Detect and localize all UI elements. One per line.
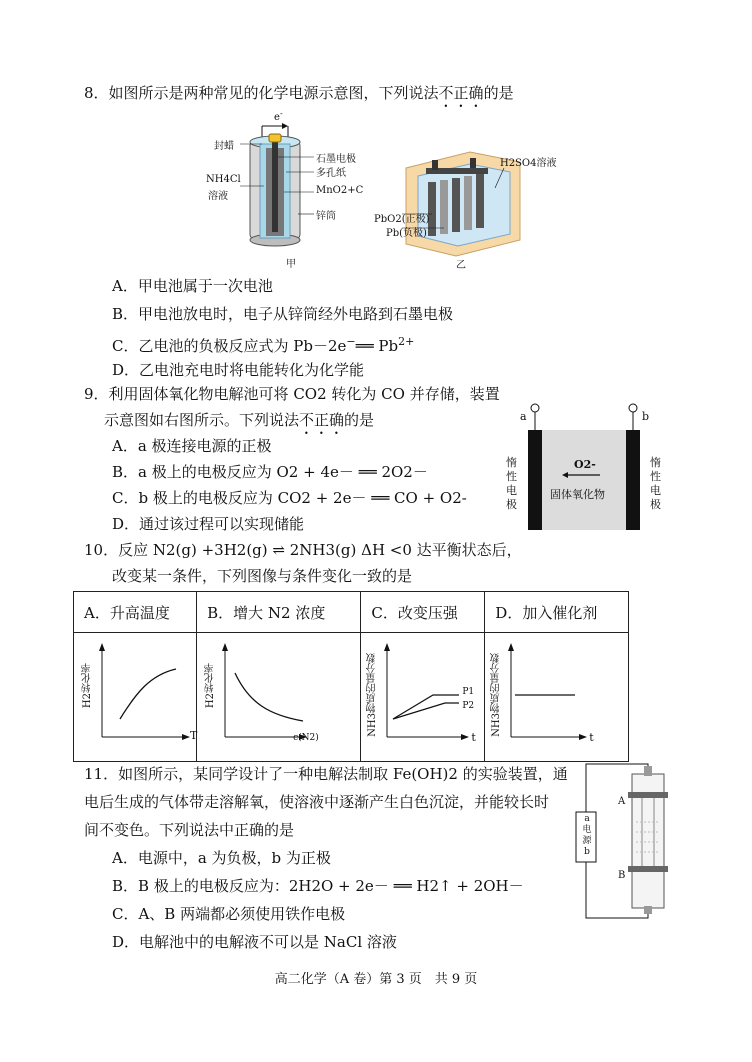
q10-plot-a <box>74 633 197 762</box>
graphite-label: 石墨电极 <box>316 154 356 165</box>
q10-options-table <box>73 591 629 762</box>
pb-label: Pb(负极) <box>386 228 427 239</box>
paper-label: 多孔纸 <box>316 168 346 179</box>
q9-option-b: B．a 极上的电极反应为 O2 + 4e－ ══ 2O2－ <box>112 463 428 481</box>
plot-d-ylabel: NH3物质的量分数 <box>491 653 503 737</box>
fengla-label: 封蜡 <box>214 141 234 152</box>
mno2-label: MnO2+C <box>316 185 364 196</box>
caption-jia: 甲 <box>286 259 296 270</box>
q11-stem-line2: 电后生成的气体带走溶解氧，使溶液中逐渐产生白色沉淀，并能较长时 <box>84 793 550 811</box>
plot-a-xlabel: T <box>190 729 198 742</box>
plot-c-p1: P1 <box>462 687 475 697</box>
q8-option-a: A．甲电池属于一次电池 <box>112 277 273 295</box>
q10-plot-b <box>197 633 361 762</box>
h2so4-label: H2SO4溶液 <box>500 158 557 169</box>
q9-option-a: A．a 极连接电源的正极 <box>112 437 272 455</box>
q8-option-c: C．乙电池的负极反应式为 Pb－2e−══ $Pb^{2+}$ <box>112 335 415 355</box>
pbo2-label: PbO2(正极) <box>374 214 430 225</box>
q10-stem-line2: 改变某一条件，下列图像与条件变化一致的是 <box>112 567 413 585</box>
q8-option-d: D．乙电池充电时将电能转化为化学能 <box>112 361 365 379</box>
electrode-b-label: b <box>642 410 650 423</box>
electrode-B-label: B <box>618 870 626 881</box>
q10-plot-d <box>485 633 629 762</box>
plot-d-xlabel: t <box>589 731 594 744</box>
plot-a-ylabel: H2转化率 <box>82 663 93 709</box>
q9-stem-line2: 示意图如右图所示。下列说法不正确的是 <box>104 411 375 429</box>
page-footer: 高二化学（A 卷）第 3 页 共 9 页 <box>274 972 478 987</box>
q11-option-b: B．B 极上的电极反应为：2H2O + 2e－ ══ H2↑ + 2OH－ <box>112 877 524 895</box>
q9-stem-line1: 9．利用固体氧化物电解池可将 CO2 转化为 CO 并存储，装置 <box>84 385 500 403</box>
nh4cl-label: NH4Cl <box>206 174 241 185</box>
battery-yi-figure <box>370 148 590 273</box>
plot-c-xlabel: t <box>471 731 476 744</box>
solution-label: 溶液 <box>208 191 228 202</box>
q10-plot-c <box>361 633 485 762</box>
electrode-a-label: a <box>520 410 527 423</box>
q8-stem: 8．如图所示是两种常见的化学电源示意图，下列说法不正确的是 <box>84 84 514 102</box>
plot-b-xlabel: c(N2) <box>293 733 319 743</box>
electrode-A-label: A <box>618 796 626 807</box>
electron-label: e <box>274 112 280 123</box>
plot-b-ylabel: H2转化率 <box>205 663 217 709</box>
q11-option-a: A．电源中，a 为负极，b 为正极 <box>112 849 331 867</box>
q10-header-a: A．升高温度 <box>74 592 197 633</box>
oxide-ion-label: O2- <box>574 458 596 471</box>
q11-option-d: D．电解池中的电解液不可以是 NaCl 溶液 <box>112 933 397 951</box>
q11-option-c: C．A、B 两端都必须使用铁作电极 <box>112 905 346 923</box>
left-electrode-text: 惰 性 电 极 <box>506 456 517 511</box>
zinc-label: 锌筒 <box>316 211 336 222</box>
electrolysis-cell-figure <box>500 400 670 532</box>
q8-option-b: B．甲电池放电时，电子从锌筒经外电路到石墨电极 <box>112 305 454 323</box>
caption-yi: 乙 <box>456 260 466 271</box>
q9-option-c: C．b 极上的电极反应为 CO2 + 2e－ ══ CO + O2- <box>112 489 467 507</box>
fe-oh2-apparatus-figure <box>568 762 678 924</box>
battery-jia-figure: e - 封蜡 NH4Cl 溶液 石墨电极 多孔纸 MnO2+C 锌筒 甲 <box>206 109 364 270</box>
q9-option-d: D．通过该过程可以实现储能 <box>112 515 305 533</box>
q11-stem-line1: 11．如图所示，某同学设计了一种电解法制取 Fe(OH)2 的实验装置，通 <box>84 765 568 783</box>
solid-oxide-label: 固体氧化物 <box>550 488 605 501</box>
q10-header-d: D．加入催化剂 <box>485 592 629 633</box>
q10-header-c: C．改变压强 <box>361 592 485 633</box>
plot-c-p2: P2 <box>462 701 475 711</box>
q10-stem-line1: 10．反应 N2(g) +3H2(g) ⇌ 2NH3(g) ΔH <0 达平衡状态后， <box>84 541 522 559</box>
right-electrode-text: 惰 性 电 极 <box>650 456 661 511</box>
q11-stem-line3: 间不变色。下列说法中正确的是 <box>84 821 295 839</box>
power-source-label: a 电 源 b <box>582 814 592 857</box>
q10-header-b: B．增大 N2 浓度 <box>197 592 361 633</box>
plot-c-ylabel: NH3物质的量分数 <box>367 653 379 737</box>
